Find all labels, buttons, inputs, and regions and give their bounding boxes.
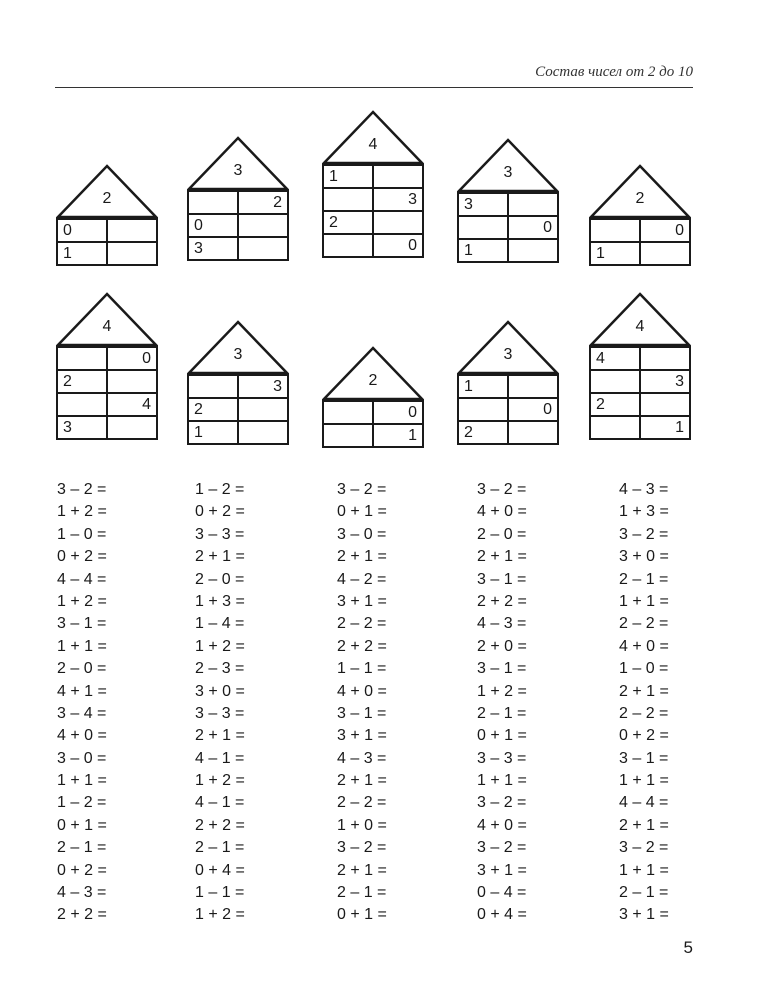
equation[interactable]: 2 + 1 = xyxy=(337,548,387,566)
house-row xyxy=(458,193,558,216)
equation[interactable]: 4 – 2 = xyxy=(337,570,387,588)
house-row xyxy=(458,398,558,421)
house-cell[interactable] xyxy=(640,242,690,265)
house-cell[interactable] xyxy=(238,237,288,260)
house xyxy=(56,292,158,440)
house-cell[interactable] xyxy=(508,375,558,398)
house-cell[interactable]: 3 xyxy=(57,416,107,439)
house-row xyxy=(188,191,288,214)
header-rule xyxy=(55,87,693,88)
equation[interactable]: 2 – 1 = xyxy=(619,884,669,902)
equation[interactable]: 3 + 1 = xyxy=(337,592,387,610)
equation[interactable]: 3 + 0 = xyxy=(195,682,245,700)
house-cell[interactable] xyxy=(590,219,640,242)
house-cell[interactable]: 1 xyxy=(458,239,508,262)
equation[interactable]: 3 – 2 = xyxy=(337,839,387,857)
house-cell[interactable]: 0 xyxy=(373,401,423,424)
house-row xyxy=(458,216,558,239)
house-row xyxy=(57,370,157,393)
equation[interactable]: 2 – 0 = xyxy=(477,525,527,543)
equation[interactable]: 2 – 2 = xyxy=(619,615,669,633)
equation[interactable]: 0 + 4 = xyxy=(195,861,245,879)
house-cell[interactable]: 0 xyxy=(107,347,157,370)
equation[interactable]: 1 – 1 = xyxy=(195,884,245,902)
equation[interactable]: 3 – 2 = xyxy=(619,525,669,543)
equation[interactable]: 1 + 1 = xyxy=(57,772,107,790)
house-row xyxy=(57,393,157,416)
house-cell[interactable]: 0 xyxy=(640,219,690,242)
equation[interactable]: 4 – 4 = xyxy=(57,570,107,588)
house-cell[interactable] xyxy=(323,188,373,211)
house-cell[interactable] xyxy=(238,214,288,237)
equation[interactable]: 3 – 1 = xyxy=(337,704,387,722)
equation[interactable]: 3 – 2 = xyxy=(619,839,669,857)
house-roof-number: 3 xyxy=(233,346,243,363)
equation[interactable]: 3 + 1 = xyxy=(477,861,527,879)
equation[interactable]: 2 + 0 = xyxy=(477,637,527,655)
house-grid xyxy=(457,374,559,445)
equation[interactable]: 3 – 2 = xyxy=(57,481,107,498)
house-roof-number: 3 xyxy=(503,346,513,363)
equation[interactable]: 2 – 1 = xyxy=(195,839,245,857)
equation[interactable]: 3 + 1 = xyxy=(619,906,669,924)
house-cell[interactable]: 0 xyxy=(508,216,558,239)
house-row xyxy=(590,370,690,393)
house-cell[interactable] xyxy=(107,416,157,439)
house-cell[interactable] xyxy=(508,193,558,216)
house-cell[interactable] xyxy=(373,165,423,188)
house-cell[interactable]: 2 xyxy=(57,370,107,393)
equation[interactable]: 2 + 2 = xyxy=(195,816,245,834)
equation[interactable]: 0 – 4 = xyxy=(477,884,527,902)
equation[interactable]: 3 – 2 = xyxy=(477,794,527,812)
house-cell[interactable]: 4 xyxy=(590,347,640,370)
equation[interactable]: 3 – 3 = xyxy=(195,525,245,543)
equation[interactable]: 1 – 2 = xyxy=(57,794,107,812)
house-cell[interactable] xyxy=(508,421,558,444)
equation[interactable]: 2 – 2 = xyxy=(337,615,387,633)
equation[interactable]: 2 + 1 = xyxy=(619,682,669,700)
house-grid xyxy=(56,218,158,266)
house-cell[interactable]: 3 xyxy=(640,370,690,393)
house-cell[interactable]: 0 xyxy=(373,234,423,257)
house-cell[interactable] xyxy=(458,398,508,421)
house-row xyxy=(188,398,288,421)
house-grid xyxy=(589,218,691,266)
equation[interactable]: 2 + 1 = xyxy=(195,727,245,745)
house xyxy=(187,320,289,445)
equation[interactable]: 1 – 1 = xyxy=(337,660,387,678)
equation[interactable]: 3 – 2 = xyxy=(477,839,527,857)
equation[interactable]: 2 – 1 = xyxy=(337,884,387,902)
house-cell[interactable]: 0 xyxy=(188,214,238,237)
equation[interactable]: 3 – 1 = xyxy=(477,660,527,678)
equation[interactable]: 4 + 0 = xyxy=(337,682,387,700)
equation[interactable]: 3 – 2 = xyxy=(477,481,527,498)
house-row xyxy=(323,234,423,257)
header-title: Состав чисел от 2 до 10 xyxy=(535,64,693,80)
house-grid xyxy=(56,346,158,440)
house-cell[interactable] xyxy=(590,370,640,393)
house xyxy=(457,138,559,263)
equation[interactable]: 1 – 0 = xyxy=(57,525,107,543)
equation[interactable]: 2 – 1 = xyxy=(619,570,669,588)
equation[interactable]: 1 – 4 = xyxy=(195,615,245,633)
equation[interactable]: 0 + 2 = xyxy=(57,861,107,879)
equation[interactable]: 4 – 1 = xyxy=(195,794,245,812)
equation[interactable]: 3 – 2 = xyxy=(337,481,387,498)
house-grid xyxy=(457,192,559,263)
equation[interactable]: 1 + 2 = xyxy=(57,503,107,521)
house-row xyxy=(188,237,288,260)
house-cell[interactable]: 1 xyxy=(640,416,690,439)
house-roof-number: 4 xyxy=(635,318,645,335)
house-cell[interactable] xyxy=(323,234,373,257)
equation[interactable]: 4 – 4 = xyxy=(619,794,669,812)
house-cell[interactable] xyxy=(590,416,640,439)
equation[interactable]: 3 – 3 = xyxy=(477,749,527,767)
house-cell[interactable]: 3 xyxy=(238,375,288,398)
house-cell[interactable] xyxy=(323,401,373,424)
house-grid xyxy=(322,400,424,448)
equation[interactable]: 1 + 2 = xyxy=(57,592,107,610)
equation[interactable]: 1 + 2 = xyxy=(477,682,527,700)
equation[interactable]: 2 – 1 = xyxy=(477,704,527,722)
house-cell[interactable]: 2 xyxy=(188,398,238,421)
house-cell[interactable]: 1 xyxy=(590,242,640,265)
equation[interactable]: 2 + 1 = xyxy=(477,548,527,566)
house-roof-number: 3 xyxy=(233,162,243,179)
equation[interactable]: 2 + 1 = xyxy=(195,548,245,566)
house-cell[interactable]: 0 xyxy=(57,219,107,242)
equation[interactable]: 4 – 3 = xyxy=(477,615,527,633)
house-cell[interactable] xyxy=(57,393,107,416)
equation[interactable]: 0 + 1 = xyxy=(57,816,107,834)
house-row xyxy=(590,242,690,265)
house-cell[interactable]: 2 xyxy=(323,211,373,234)
equation[interactable]: 2 – 1 = xyxy=(57,839,107,857)
equation[interactable]: 2 + 1 = xyxy=(619,816,669,834)
house-cell[interactable]: 3 xyxy=(458,193,508,216)
equation[interactable]: 3 + 0 = xyxy=(619,548,669,566)
equation[interactable]: 4 – 3 = xyxy=(619,481,669,498)
house-cell[interactable] xyxy=(640,347,690,370)
house-cell[interactable] xyxy=(238,421,288,444)
equation[interactable]: 4 + 0 = xyxy=(57,727,107,745)
house-cell[interactable] xyxy=(323,424,373,447)
house-cell[interactable]: 0 xyxy=(508,398,558,421)
equation[interactable]: 1 + 2 = xyxy=(195,906,245,924)
house xyxy=(589,292,691,440)
house-cell[interactable]: 2 xyxy=(238,191,288,214)
equation[interactable]: 3 + 1 = xyxy=(337,727,387,745)
house-grid xyxy=(187,374,289,445)
house-cell[interactable] xyxy=(238,398,288,421)
house-row xyxy=(57,219,157,242)
house-cell[interactable] xyxy=(458,216,508,239)
equation[interactable]: 4 – 3 = xyxy=(57,884,107,902)
house-cell[interactable]: 3 xyxy=(373,188,423,211)
house-row xyxy=(323,165,423,188)
equation[interactable]: 2 – 0 = xyxy=(195,570,245,588)
house-roof-number: 2 xyxy=(102,190,112,207)
house-cell[interactable] xyxy=(107,242,157,265)
equation-column-3 xyxy=(337,479,387,927)
house-cell[interactable]: 4 xyxy=(107,393,157,416)
house-roof-number: 2 xyxy=(635,190,645,207)
equation[interactable]: 1 – 0 = xyxy=(619,660,669,678)
equation[interactable]: 4 – 1 = xyxy=(195,749,245,767)
house xyxy=(322,110,424,258)
house-row xyxy=(590,393,690,416)
equation[interactable]: 1 + 2 = xyxy=(195,772,245,790)
equation-column-4 xyxy=(477,479,527,927)
equation[interactable]: 1 – 2 = xyxy=(195,481,245,498)
equation[interactable]: 2 – 2 = xyxy=(619,704,669,722)
equation[interactable]: 0 + 2 = xyxy=(57,548,107,566)
equation[interactable]: 1 + 1 = xyxy=(619,861,669,879)
equation[interactable]: 2 – 0 = xyxy=(57,660,107,678)
equation[interactable]: 2 + 1 = xyxy=(337,861,387,879)
equation[interactable]: 4 – 3 = xyxy=(337,749,387,767)
house-roof-number: 3 xyxy=(503,164,513,181)
house xyxy=(187,136,289,261)
equation[interactable]: 0 + 1 = xyxy=(477,727,527,745)
equation[interactable]: 3 – 1 = xyxy=(477,570,527,588)
house xyxy=(457,320,559,445)
equation-column-2 xyxy=(195,479,245,927)
house-grid xyxy=(589,346,691,440)
equation[interactable]: 4 + 0 = xyxy=(477,503,527,521)
house-cell[interactable]: 3 xyxy=(188,237,238,260)
house-cell[interactable]: 2 xyxy=(590,393,640,416)
equation[interactable]: 1 + 2 = xyxy=(195,637,245,655)
house-cell[interactable] xyxy=(188,191,238,214)
house-row xyxy=(323,188,423,211)
house-row xyxy=(458,239,558,262)
equation[interactable]: 1 + 1 = xyxy=(477,772,527,790)
house-cell[interactable] xyxy=(107,219,157,242)
equation-column-1 xyxy=(57,479,107,927)
house-row xyxy=(57,347,157,370)
equation[interactable]: 2 + 2 = xyxy=(337,637,387,655)
house-row xyxy=(188,421,288,444)
equation[interactable]: 1 + 1 = xyxy=(619,772,669,790)
house-cell[interactable] xyxy=(57,347,107,370)
equation[interactable]: 2 – 3 = xyxy=(195,660,245,678)
house-roof-number: 4 xyxy=(102,318,112,335)
equation[interactable]: 0 + 2 = xyxy=(619,727,669,745)
house xyxy=(322,346,424,448)
equation[interactable]: 4 + 0 = xyxy=(477,816,527,834)
equation[interactable]: 0 + 1 = xyxy=(337,906,387,924)
house-cell[interactable] xyxy=(188,375,238,398)
equation[interactable]: 2 – 2 = xyxy=(337,794,387,812)
equation[interactable]: 2 + 1 = xyxy=(337,772,387,790)
equation[interactable]: 1 + 1 = xyxy=(57,637,107,655)
equation[interactable]: 0 + 4 = xyxy=(477,906,527,924)
house-grid xyxy=(187,190,289,261)
house-cell[interactable]: 1 xyxy=(373,424,423,447)
house-row xyxy=(458,421,558,444)
house-row xyxy=(323,211,423,234)
house-roof-number: 2 xyxy=(368,372,378,389)
house-row xyxy=(57,416,157,439)
equation[interactable]: 3 – 0 = xyxy=(337,525,387,543)
house-cell[interactable]: 2 xyxy=(458,421,508,444)
house-cell[interactable]: 1 xyxy=(57,242,107,265)
house-row xyxy=(590,416,690,439)
house-row xyxy=(323,401,423,424)
equation[interactable]: 1 + 3 = xyxy=(619,503,669,521)
equation[interactable]: 3 – 0 = xyxy=(57,749,107,767)
house-row xyxy=(188,375,288,398)
house-roof-number: 4 xyxy=(368,136,378,153)
equation[interactable]: 4 + 1 = xyxy=(57,682,107,700)
house-cell[interactable]: 1 xyxy=(458,375,508,398)
house xyxy=(589,164,691,266)
house-row xyxy=(188,214,288,237)
equation[interactable]: 1 + 3 = xyxy=(195,592,245,610)
house-cell[interactable] xyxy=(107,370,157,393)
house-cell[interactable] xyxy=(640,393,690,416)
equation[interactable]: 3 – 1 = xyxy=(57,615,107,633)
house-row xyxy=(57,242,157,265)
house-cell[interactable]: 1 xyxy=(188,421,238,444)
equation[interactable]: 2 + 2 = xyxy=(477,592,527,610)
house-row xyxy=(590,219,690,242)
equation[interactable]: 3 – 4 = xyxy=(57,704,107,722)
house-row xyxy=(590,347,690,370)
house-cell[interactable]: 1 xyxy=(323,165,373,188)
house xyxy=(56,164,158,266)
equation[interactable]: 4 + 0 = xyxy=(619,637,669,655)
house-row xyxy=(323,424,423,447)
equation[interactable]: 3 – 1 = xyxy=(619,749,669,767)
house-cell[interactable] xyxy=(373,211,423,234)
page-number: 5 xyxy=(683,938,693,957)
equation[interactable]: 1 + 1 = xyxy=(619,592,669,610)
equation[interactable]: 2 + 2 = xyxy=(57,906,107,924)
equation[interactable]: 3 – 3 = xyxy=(195,704,245,722)
equation[interactable]: 1 + 0 = xyxy=(337,816,387,834)
house-grid xyxy=(322,164,424,258)
equation-column-5 xyxy=(619,479,669,927)
house-cell[interactable] xyxy=(508,239,558,262)
equation[interactable]: 0 + 1 = xyxy=(337,503,387,521)
equation[interactable]: 0 + 2 = xyxy=(195,503,245,521)
house-row xyxy=(458,375,558,398)
